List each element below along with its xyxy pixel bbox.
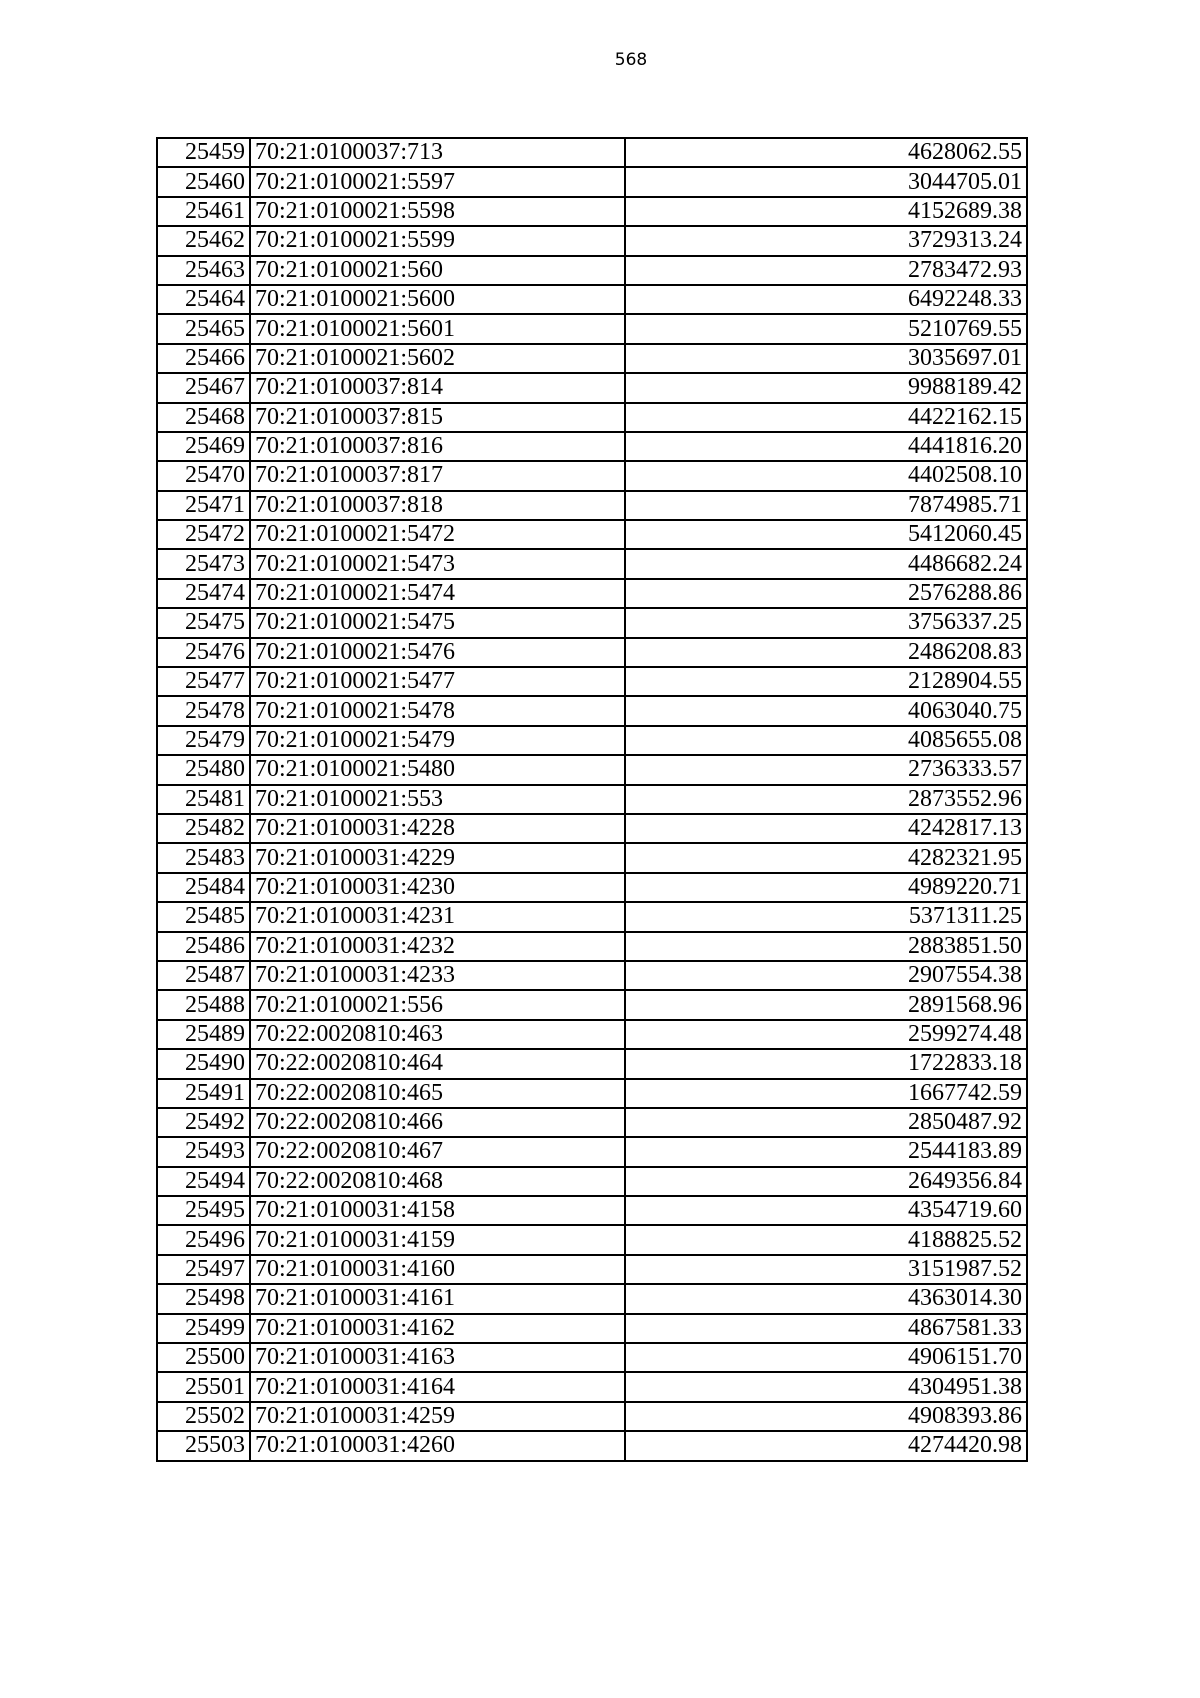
cadastral-number: 70:21:0100031:4230 — [250, 873, 625, 902]
table-row — [157, 638, 1027, 667]
cadastral-value: 4274420.98 — [625, 1431, 1027, 1460]
cadastral-value: 5371311.25 — [625, 902, 1027, 931]
cadastral-number: 70:21:0100031:4228 — [250, 814, 625, 843]
cadastral-number: 70:21:0100037:814 — [250, 373, 625, 402]
cadastral-number: 70:21:0100031:4164 — [250, 1372, 625, 1401]
cadastral-value: 2783472.93 — [625, 256, 1027, 285]
cadastral-number: 70:21:0100037:818 — [250, 491, 625, 520]
table-row — [157, 667, 1027, 696]
row-number: 25460 — [157, 167, 250, 196]
table-row — [157, 1314, 1027, 1343]
table-body — [157, 138, 1027, 1461]
row-number: 25467 — [157, 373, 250, 402]
table-row — [157, 403, 1027, 432]
cadastral-value: 2907554.38 — [625, 961, 1027, 990]
row-number: 25469 — [157, 432, 250, 461]
row-number: 25503 — [157, 1431, 250, 1460]
cadastral-value: 2544183.89 — [625, 1137, 1027, 1166]
cadastral-number: 70:21:0100031:4229 — [250, 843, 625, 872]
row-number: 25478 — [157, 696, 250, 725]
table-row — [157, 755, 1027, 784]
table-row — [157, 1431, 1027, 1460]
cadastral-value: 5412060.45 — [625, 520, 1027, 549]
row-number: 25479 — [157, 726, 250, 755]
cadastral-value: 4188825.52 — [625, 1225, 1027, 1254]
table-row — [157, 344, 1027, 373]
table-row — [157, 990, 1027, 1019]
cadastral-number: 70:22:0020810:466 — [250, 1108, 625, 1137]
cadastral-number: 70:21:0100021:553 — [250, 785, 625, 814]
table-row — [157, 932, 1027, 961]
cadastral-number: 70:21:0100037:815 — [250, 403, 625, 432]
cadastral-value: 4908393.86 — [625, 1402, 1027, 1431]
row-number: 25468 — [157, 403, 250, 432]
cadastral-number: 70:22:0020810:463 — [250, 1020, 625, 1049]
row-number: 25494 — [157, 1167, 250, 1196]
table-row — [157, 961, 1027, 990]
row-number: 25489 — [157, 1020, 250, 1049]
cadastral-number: 70:21:0100031:4259 — [250, 1402, 625, 1431]
cadastral-number: 70:21:0100031:4231 — [250, 902, 625, 931]
row-number: 25473 — [157, 549, 250, 578]
table-row — [157, 1284, 1027, 1313]
table-row — [157, 1049, 1027, 1078]
row-number: 25498 — [157, 1284, 250, 1313]
table-row — [157, 814, 1027, 843]
cadastral-value: 4152689.38 — [625, 197, 1027, 226]
table-row — [157, 785, 1027, 814]
table-row — [157, 1255, 1027, 1284]
cadastral-number: 70:21:0100031:4260 — [250, 1431, 625, 1460]
cadastral-number: 70:21:0100031:4158 — [250, 1196, 625, 1225]
row-number: 25485 — [157, 902, 250, 931]
table-row — [157, 138, 1027, 167]
cadastral-value: 4363014.30 — [625, 1284, 1027, 1313]
table-row — [157, 285, 1027, 314]
cadastral-number: 70:21:0100031:4232 — [250, 932, 625, 961]
cadastral-value: 5210769.55 — [625, 314, 1027, 343]
table-row — [157, 726, 1027, 755]
cadastral-number: 70:21:0100021:5475 — [250, 608, 625, 637]
cadastral-number: 70:21:0100021:5473 — [250, 549, 625, 578]
table-row — [157, 167, 1027, 196]
cadastral-value: 4486682.24 — [625, 549, 1027, 578]
cadastral-value: 4867581.33 — [625, 1314, 1027, 1343]
cadastral-value: 2649356.84 — [625, 1167, 1027, 1196]
row-number: 25502 — [157, 1402, 250, 1431]
cadastral-value: 2850487.92 — [625, 1108, 1027, 1137]
cadastral-value: 4063040.75 — [625, 696, 1027, 725]
table-row — [157, 491, 1027, 520]
table-row — [157, 1108, 1027, 1137]
cadastral-value: 2891568.96 — [625, 990, 1027, 1019]
row-number: 25476 — [157, 638, 250, 667]
cadastral-value: 4242817.13 — [625, 814, 1027, 843]
row-number: 25496 — [157, 1225, 250, 1254]
cadastral-number: 70:21:0100021:560 — [250, 256, 625, 285]
row-number: 25488 — [157, 990, 250, 1019]
cadastral-value: 4354719.60 — [625, 1196, 1027, 1225]
cadastral-number: 70:21:0100021:5601 — [250, 314, 625, 343]
table-row — [157, 256, 1027, 285]
cadastral-value: 4085655.08 — [625, 726, 1027, 755]
table-row — [157, 1225, 1027, 1254]
cadastral-value: 4422162.15 — [625, 403, 1027, 432]
cadastral-number: 70:21:0100021:5480 — [250, 755, 625, 784]
row-number: 25495 — [157, 1196, 250, 1225]
cadastral-value: 2736333.57 — [625, 755, 1027, 784]
table-row — [157, 873, 1027, 902]
row-number: 25499 — [157, 1314, 250, 1343]
cadastral-value: 4989220.71 — [625, 873, 1027, 902]
cadastral-number: 70:21:0100021:5472 — [250, 520, 625, 549]
row-number: 25497 — [157, 1255, 250, 1284]
cadastral-value: 3729313.24 — [625, 226, 1027, 255]
cadastral-number: 70:22:0020810:464 — [250, 1049, 625, 1078]
cadastral-value: 3044705.01 — [625, 167, 1027, 196]
cadastral-value: 2873552.96 — [625, 785, 1027, 814]
row-number: 25480 — [157, 755, 250, 784]
cadastral-number: 70:21:0100021:5479 — [250, 726, 625, 755]
row-number: 25462 — [157, 226, 250, 255]
cadastre-table — [156, 137, 1028, 1462]
row-number: 25492 — [157, 1108, 250, 1137]
row-number: 25477 — [157, 667, 250, 696]
cadastral-number: 70:21:0100037:816 — [250, 432, 625, 461]
cadastral-number: 70:21:0100031:4159 — [250, 1225, 625, 1254]
row-number: 25493 — [157, 1137, 250, 1166]
row-number: 25463 — [157, 256, 250, 285]
cadastral-value: 9988189.42 — [625, 373, 1027, 402]
cadastral-number: 70:21:0100021:5474 — [250, 579, 625, 608]
row-number: 25475 — [157, 608, 250, 637]
cadastral-value: 3151987.52 — [625, 1255, 1027, 1284]
cadastral-number: 70:21:0100021:556 — [250, 990, 625, 1019]
page-number: 568 — [614, 50, 648, 70]
cadastral-value: 1667742.59 — [625, 1079, 1027, 1108]
table-row — [157, 1196, 1027, 1225]
table-row — [157, 1167, 1027, 1196]
cadastral-number: 70:21:0100037:817 — [250, 461, 625, 490]
row-number: 25470 — [157, 461, 250, 490]
row-number: 25484 — [157, 873, 250, 902]
table-row — [157, 197, 1027, 226]
row-number: 25487 — [157, 961, 250, 990]
table-row — [157, 1137, 1027, 1166]
row-number: 25490 — [157, 1049, 250, 1078]
cadastral-number: 70:21:0100021:5476 — [250, 638, 625, 667]
table-row — [157, 314, 1027, 343]
table-row — [157, 1020, 1027, 1049]
cadastral-number: 70:21:0100031:4233 — [250, 961, 625, 990]
row-number: 25465 — [157, 314, 250, 343]
row-number: 25486 — [157, 932, 250, 961]
table-row — [157, 902, 1027, 931]
table-row — [157, 226, 1027, 255]
cadastral-number: 70:21:0100021:5478 — [250, 696, 625, 725]
row-number: 25483 — [157, 843, 250, 872]
cadastral-number: 70:21:0100031:4160 — [250, 1255, 625, 1284]
cadastral-number: 70:22:0020810:468 — [250, 1167, 625, 1196]
cadastral-number: 70:21:0100021:5598 — [250, 197, 625, 226]
cadastral-value: 3756337.25 — [625, 608, 1027, 637]
table-row — [157, 373, 1027, 402]
cadastral-value: 2883851.50 — [625, 932, 1027, 961]
row-number: 25481 — [157, 785, 250, 814]
cadastral-value: 6492248.33 — [625, 285, 1027, 314]
table-row — [157, 696, 1027, 725]
cadastral-number: 70:21:0100021:5599 — [250, 226, 625, 255]
cadastral-number: 70:22:0020810:467 — [250, 1137, 625, 1166]
cadastral-value: 2128904.55 — [625, 667, 1027, 696]
row-number: 25491 — [157, 1079, 250, 1108]
cadastral-value: 2576288.86 — [625, 579, 1027, 608]
cadastral-number: 70:21:0100021:5597 — [250, 167, 625, 196]
table-row — [157, 432, 1027, 461]
cadastral-number: 70:22:0020810:465 — [250, 1079, 625, 1108]
row-number: 25461 — [157, 197, 250, 226]
cadastral-number: 70:21:0100021:5477 — [250, 667, 625, 696]
table-row — [157, 549, 1027, 578]
row-number: 25501 — [157, 1372, 250, 1401]
table-row — [157, 1343, 1027, 1372]
cadastral-number: 70:21:0100037:713 — [250, 138, 625, 167]
cadastral-value: 4441816.20 — [625, 432, 1027, 461]
table-row — [157, 520, 1027, 549]
row-number: 25500 — [157, 1343, 250, 1372]
cadastral-value: 1722833.18 — [625, 1049, 1027, 1078]
cadastral-number: 70:21:0100031:4162 — [250, 1314, 625, 1343]
row-number: 25482 — [157, 814, 250, 843]
cadastral-value: 2486208.83 — [625, 638, 1027, 667]
table-row — [157, 579, 1027, 608]
cadastral-value: 3035697.01 — [625, 344, 1027, 373]
cadastral-value: 4282321.95 — [625, 843, 1027, 872]
row-number: 25459 — [157, 138, 250, 167]
cadastral-value: 4304951.38 — [625, 1372, 1027, 1401]
row-number: 25466 — [157, 344, 250, 373]
row-number: 25464 — [157, 285, 250, 314]
cadastral-number: 70:21:0100021:5600 — [250, 285, 625, 314]
cadastral-number: 70:21:0100031:4161 — [250, 1284, 625, 1313]
cadastral-value: 7874985.71 — [625, 491, 1027, 520]
cadastral-number: 70:21:0100021:5602 — [250, 344, 625, 373]
cadastral-value: 4402508.10 — [625, 461, 1027, 490]
table-row — [157, 461, 1027, 490]
table-row — [157, 1402, 1027, 1431]
cadastral-number: 70:21:0100031:4163 — [250, 1343, 625, 1372]
row-number: 25471 — [157, 491, 250, 520]
table-row — [157, 608, 1027, 637]
table-row — [157, 1079, 1027, 1108]
row-number: 25474 — [157, 579, 250, 608]
cadastral-value: 4906151.70 — [625, 1343, 1027, 1372]
cadastral-value: 4628062.55 — [625, 138, 1027, 167]
table-row — [157, 1372, 1027, 1401]
row-number: 25472 — [157, 520, 250, 549]
table-row — [157, 843, 1027, 872]
cadastral-value: 2599274.48 — [625, 1020, 1027, 1049]
